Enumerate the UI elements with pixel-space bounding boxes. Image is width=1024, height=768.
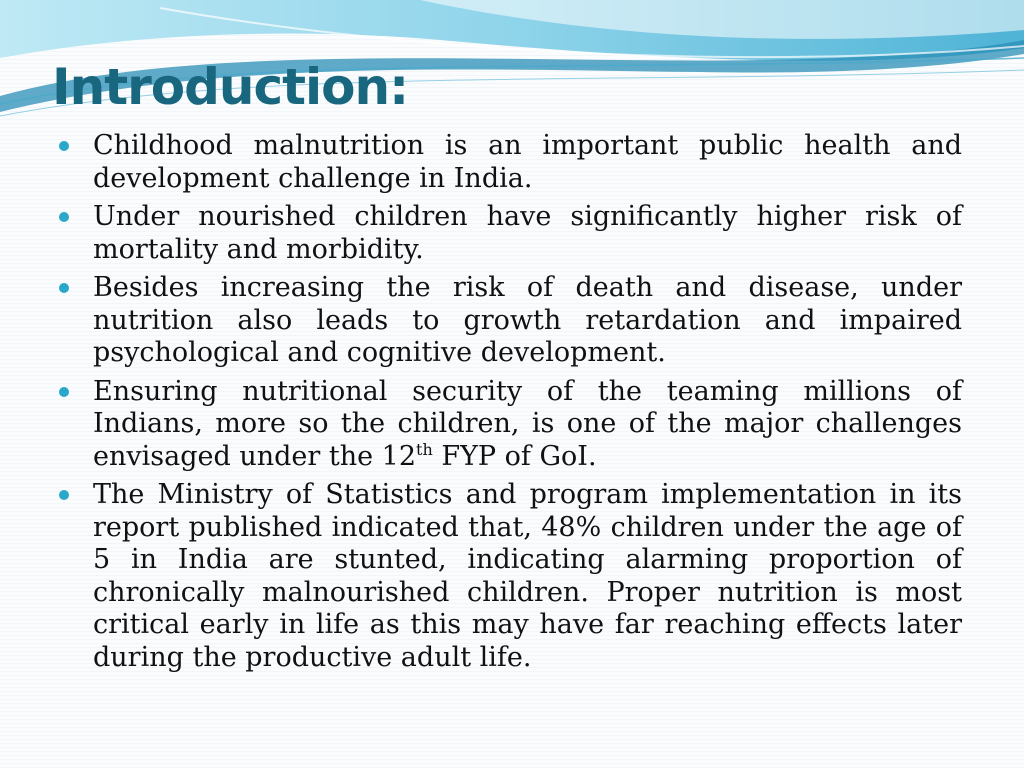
bullet-text: Under nourished children have significantly higher risk of mortality and morbidity. — [93, 201, 962, 265]
bullet-item — [56, 376, 962, 474]
bullet-item — [56, 479, 962, 674]
bullet-text — [93, 376, 962, 472]
bullet-text: The Ministry of Statistics and program implementation in its report published indicated that, 48% children under the age of 5 in India are stunted, indicating alarming proportion of chronically malnourished children. Proper nutrition is most critical early in life as this may have far reaching effects later during the productive adult life. — [93, 479, 962, 673]
bullet-text-after: FYP of GoI. — [432, 440, 597, 472]
slide-title: Introduction: — [52, 58, 409, 116]
bullet-dot-icon — [59, 283, 69, 293]
bullet-list — [56, 130, 962, 680]
bullet-dot-icon — [59, 141, 69, 151]
bullet-text-before: Ensuring nutritional security of the teaming millions of Indians, more so the children, is one of the major challenges envisaged under the 12 — [93, 375, 962, 472]
bullet-dot-icon — [59, 490, 69, 500]
bullet-item — [56, 130, 962, 195]
bullet-text: Childhood malnutrition is an important public health and development challenge in India. — [93, 130, 962, 194]
bullet-dot-icon — [59, 387, 69, 397]
ordinal-superscript: th — [416, 439, 433, 459]
bullet-item — [56, 272, 962, 370]
bullet-dot-icon — [59, 212, 69, 222]
bullet-text: Besides increasing the risk of death and disease, under nutrition also leads to growth retardation and impaired psychological and cognitive development. — [93, 272, 962, 368]
bullet-item — [56, 201, 962, 266]
